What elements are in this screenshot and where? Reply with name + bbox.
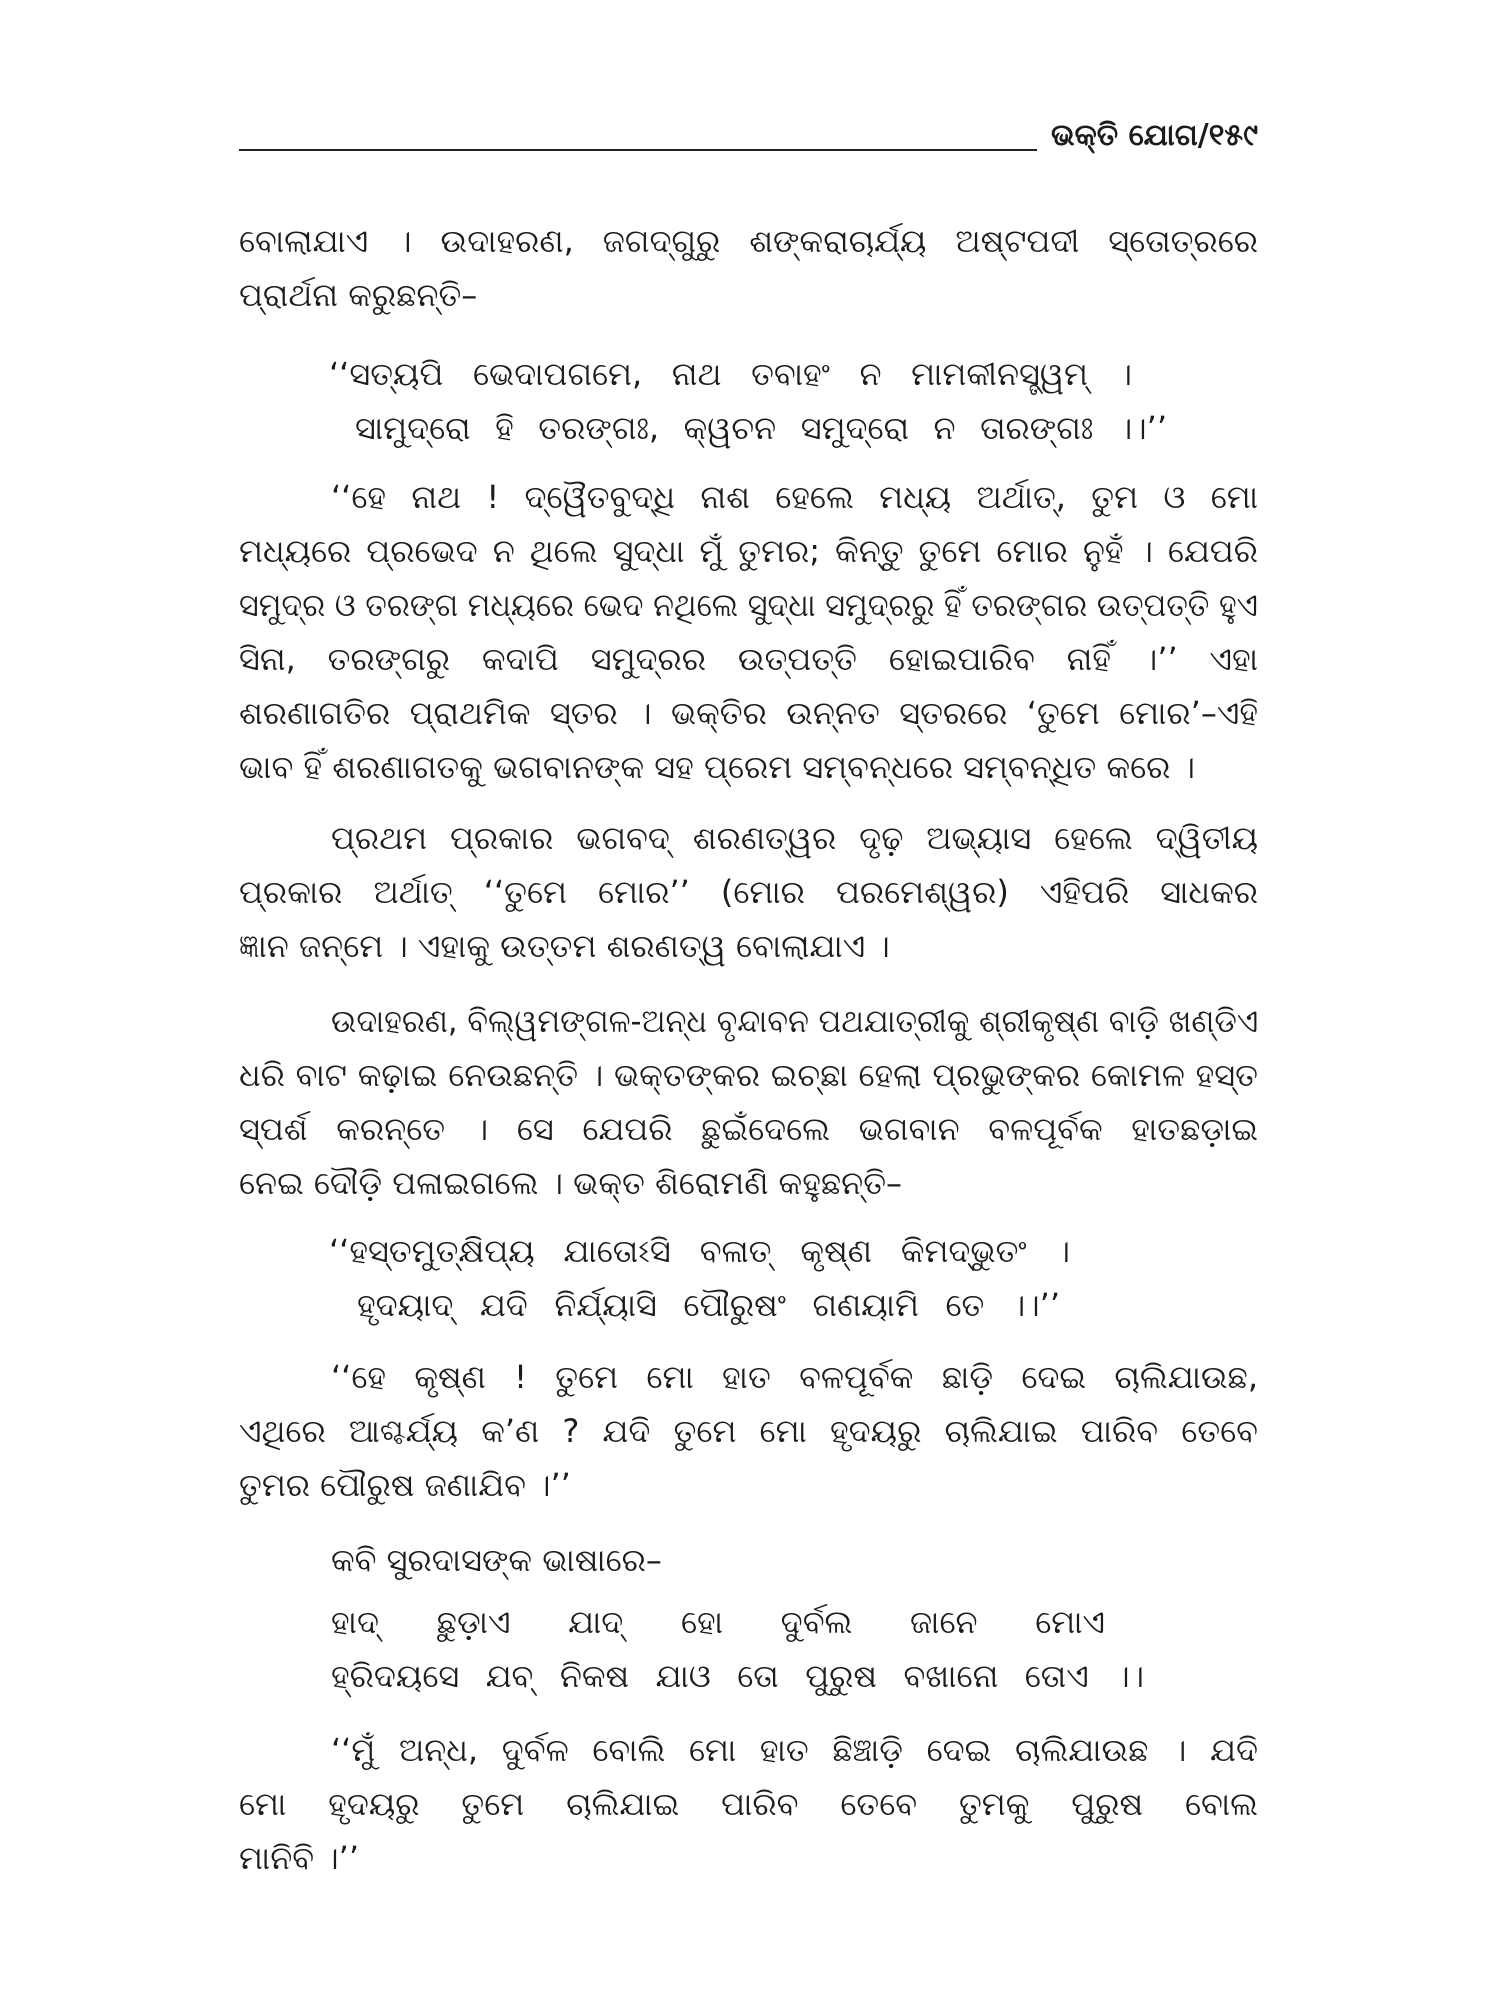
running-head: ଭକ୍ତି ଯୋଗ/୧୫୯: [1051, 118, 1258, 153]
paragraph-line: ‘‘ହେ କୃଷ୍ଣ ! ତୁମେ ମୋ ହାତ ବଳପୂର୍ବକ ଛାଡ଼ି ଦେଇ ଚାଲିଯାଉଛ,: [331, 1358, 1258, 1396]
verse: [239, 1224, 1258, 1332]
paragraph-line: ‘‘ମୁଁ ଅନ୍ଧ, ଦୁର୍ବଳ ବୋଲି ମୋ ହାତ ଛିଞ୍ଚାଡ଼ି ଦେଇ ଚାଲିଯାଉଛ । ଯଦି: [331, 1731, 1258, 1769]
paragraph-line: ନେଇ ଦୌଡ଼ି ପଳାଇଗଲେ । ଭକ୍ତ ଶିରୋମଣି କହୁଛନ୍ତି–: [239, 1164, 903, 1202]
paragraph-line: ବୋଲାଯାଏ । ଉଦାହରଣ, ଜଗଦ୍‌ଗୁରୁ ଶଙ୍କରାଚାର୍ଯ୍ୟ ଅଷ୍ଟପଦୀ ସ୍ତୋତ୍ରରେ: [239, 222, 1258, 260]
paragraph-line: ଶରଣାଗତିର ପ୍ରାଥମିକ ସ୍ତର । ଭକ୍ତିର ଉନ୍ନତ ସ୍ତରରେ ‘ତୁମେ ମୋର’–ଏହି: [239, 694, 1258, 732]
paragraph-line: ‘‘ହେ ନାଥ ! ଦ୍ୱୈତବୁଦ୍ଧି ନାଶ ହେଲେ ମଧ୍ୟ ଅର୍ଥାତ୍‌, ତୁମ ଓ ମୋ: [331, 478, 1258, 516]
paragraph-line: ମଧ୍ୟରେ ପ୍ରଭେଦ ନ ଥିଲେ ସୁଦ୍ଧା ମୁଁ ତୁମର; କିନ୍ତୁ ତୁମେ ମୋର ନୁହଁ । ଯେପରି: [239, 532, 1258, 570]
verse-line: ହାଦ୍‌ ଛୁଡ଼ାଏ ଯାଦ୍‌ ହୋ ଦୁର୍ବଲ ଜାନେ ମୋଏ: [331, 1603, 1105, 1641]
verse: [239, 1595, 1258, 1703]
paragraph-line: ପ୍ରକାର ଅର୍ଥାତ୍‌ ‘‘ତୁମେ ମୋର’’ (ମୋର ପରମେଶ୍ୱର) ଏହିପରି ସାଧକର: [239, 873, 1258, 911]
paragraph-line: ତୁମର ପୌରୁଷ ଜଣାଯିବ ।’’: [239, 1466, 571, 1504]
paragraph-line: ଭାବ ହିଁ ଶରଣାଗତକୁ ଭଗବାନଙ୍କ ସହ ପ୍ରେମ ସମ୍ବନ୍ଧରେ ସମ୍ବନ୍ଧିତ କରେ ।: [239, 748, 1195, 786]
verse: [239, 347, 1258, 455]
paragraph: [239, 994, 1258, 1210]
paragraph-line: ସମୁଦ୍ର ଓ ତରଙ୍ଗ ମଧ୍ୟରେ ଭେଦ ନଥିଲେ ସୁଦ୍ଧା ସମୁଦ୍ରରୁ ହିଁ ତରଙ୍ଗର ଉତ୍ପତ୍ତି ହୁଏ: [239, 586, 1258, 624]
running-header: [239, 110, 1258, 156]
paragraph-line: ମୋ ହୃଦୟରୁ ତୁମେ ଚାଲିଯାଇ ପାରିବ ତେବେ ତୁମକୁ ପୁରୁଷ ବୋଲ: [239, 1785, 1258, 1823]
page-body: [239, 214, 1258, 1885]
verse-line: ସାମୁଦ୍ରୋ ହି ତରଙ୍ଗଃ, କ୍ୱଚନ ସମୁଦ୍ରୋ ନ ତାରଙ୍ଗଃ ।।’’: [355, 409, 1167, 447]
paragraph: [239, 1350, 1258, 1512]
paragraph-line: ସିନା, ତରଙ୍ଗରୁ କଦାପି ସମୁଦ୍ରର ଉତ୍ପତ୍ତି ହୋଇପାରିବ ନାହିଁ ।’’ ଏହା: [239, 640, 1258, 678]
verse-line: ‘‘ହସ୍ତମୁତ୍‌କ୍ଷିପ୍ୟ ଯାତୋଽସି ବଳାତ୍‌ କୃଷ୍ଣ କିମଦ୍ଭୁତଂ ।: [329, 1232, 1070, 1270]
paragraph: [239, 470, 1258, 794]
paragraph-line: ପ୍ରାର୍ଥନା କରୁଛନ୍ତି–: [239, 276, 478, 314]
paragraph: [239, 1533, 1258, 1587]
paragraph-line: କବି ସୁରଦାସଙ୍କ ଭାଷାରେ–: [331, 1541, 662, 1579]
paragraph-line: ମାନିବି ।’’: [239, 1839, 360, 1877]
paragraph-line: ଏଥିରେ ଆଶ୍ଚର୍ଯ୍ୟ କ’ଣ ? ଯଦି ତୁମେ ମୋ ହୃଦୟରୁ ଚାଲିଯାଇ ପାରିବ ତେବେ: [239, 1412, 1258, 1450]
verse-line: ହୃଦୟାଦ୍‌ ଯଦି ନିର୍ଯ୍ୟାସି ପୌରୁଷଂ ଗଣୟାମି ତେ ।।’’: [357, 1286, 1060, 1324]
paragraph: [239, 214, 1258, 322]
paragraph-line: ଧରି ବାଟ କଢ଼ାଇ ନେଉଛନ୍ତି । ଭକ୍ତଙ୍କର ଇଚ୍ଛା ହେଲା ପ୍ରଭୁଙ୍କର କୋମଳ ହସ୍ତ: [239, 1056, 1258, 1094]
paragraph: [239, 811, 1258, 973]
header-rule: [239, 149, 1037, 151]
paragraph-line: ପ୍ରଥମ ପ୍ରକାର ଭଗବଦ୍‌ ଶରଣତ୍ୱର ଦୃଢ଼ ଅଭ୍ୟାସ ହେଲେ ଦ୍ୱିତୀୟ: [331, 819, 1258, 857]
paragraph-line: ଜ୍ଞାନ ଜନ୍ମେ । ଏହାକୁ ଉତ୍ତମ ଶରଣତ୍ୱ ବୋଲାଯାଏ ।: [239, 927, 890, 965]
paragraph: [239, 1723, 1258, 1885]
verse-line: ହ୍ରିଦୟସେ ଯବ୍‌ ନିକଷ ଯାଓ ତୋ ପୁରୁଷ ବଖାନୋ ତୋଏ ।।: [331, 1657, 1144, 1695]
paragraph-line: ଉଦାହରଣ, ବିଲ୍ୱମଙ୍ଗଳ-ଅନ୍ଧ ବୃନ୍ଦାବନ ପଥଯାତ୍ରୀକୁ ଶ୍ରୀକୃଷ୍ଣ ବାଡ଼ି ଖଣ୍ଡିଏ: [331, 1002, 1259, 1040]
verse-line: ‘‘ସତ୍ୟପି ଭେଦାପଗମେ, ନାଥ ତବାହଂ ନ ମାମକୀନସ୍ତ୍ୱମ୍ ।: [329, 355, 1132, 393]
paragraph-line: ସ୍ପର୍ଶ କରନ୍ତେ । ସେ ଯେପରି ଛୁଇଁଦେଲେ ଭଗବାନ ବଳପୂର୍ବକ ହାତଛଡ଼ାଇ: [239, 1110, 1258, 1148]
